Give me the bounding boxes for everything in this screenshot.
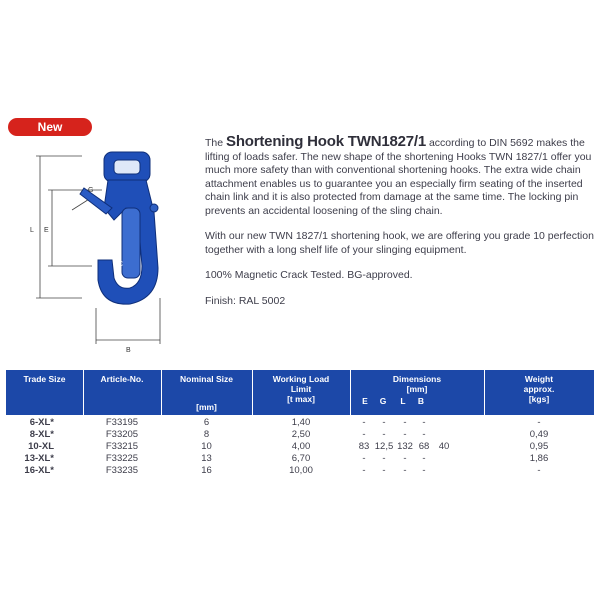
table-body (6, 415, 594, 495)
header-wll-1: Working Load (272, 374, 330, 384)
label-l: L (30, 227, 34, 234)
intro-paragraph: The Shortening Hook TWN1827/1 according to DIN 5692 makes the lifting of loads safer. The new shape of the shortening Hooks TWN 1827/1 offer you much more safety than with conventional shortening hooks. The extra wide chain attachment enables us to guarantee you an especially firm seating of the inserted chain link and it is also protected from damage at the same time. The locking pin prevents an accidental loosening of the sling chain. (205, 133, 592, 217)
table-row: 6-XL* F33195 6 1,40 - - - - - (29, 417, 541, 428)
table-row: 8-XL* F33205 8 2,50 - - - - 0,49 (29, 429, 549, 440)
header-weight-2: approx. (523, 384, 555, 394)
header-dim-unit: [mm] (406, 384, 428, 394)
header-wll-2: Limit (290, 384, 312, 394)
hook-diagram (22, 148, 182, 358)
header-weight-1: Weight (524, 374, 554, 384)
table-row: 10-XL F33215 10 4,00 83 12,5 132 68 40 0,95 (28, 441, 549, 452)
header-dim-b: B (417, 396, 425, 406)
header-nominal: Nominal Size (180, 374, 233, 384)
header-dim-g: G (379, 396, 387, 406)
header-trade-size: Trade Size (23, 374, 66, 384)
header-nominal-unit: [mm] (196, 402, 217, 412)
label-g: G (88, 187, 94, 194)
label-c: C (118, 261, 124, 268)
header-dim-l: L (400, 396, 406, 406)
label-b: B (126, 347, 131, 354)
table-row: 13-XL* F33225 13 6,70 - - - - 1,86 (24, 453, 549, 464)
new-badge: New (8, 118, 92, 136)
header-article: Article-No. (100, 374, 144, 384)
finish-paragraph: Finish: RAL 5002 (205, 294, 286, 307)
header-wll-unit: [t max] (287, 394, 315, 404)
header-dim-e: E (362, 396, 368, 406)
shortening-hook (80, 152, 158, 304)
table-header (6, 370, 594, 415)
grade-paragraph: With our new TWN 1827/1 shortening hook, we are offering you grade 10 perfection together with a long shelf life of your slinging equipment. (205, 230, 594, 256)
product-title: Shortening Hook TWN1827/1 (226, 133, 427, 150)
header-dimensions: Dimensions (392, 374, 442, 384)
label-e: E (44, 227, 49, 234)
description (205, 135, 595, 320)
crack-test-paragraph: 100% Magnetic Crack Tested. BG-approved. (205, 269, 413, 281)
spec-table (6, 370, 594, 495)
table-row: 16-XL* F33235 16 10,00 - - - - - (24, 465, 541, 476)
header-weight-unit: [kgs] (528, 394, 550, 404)
